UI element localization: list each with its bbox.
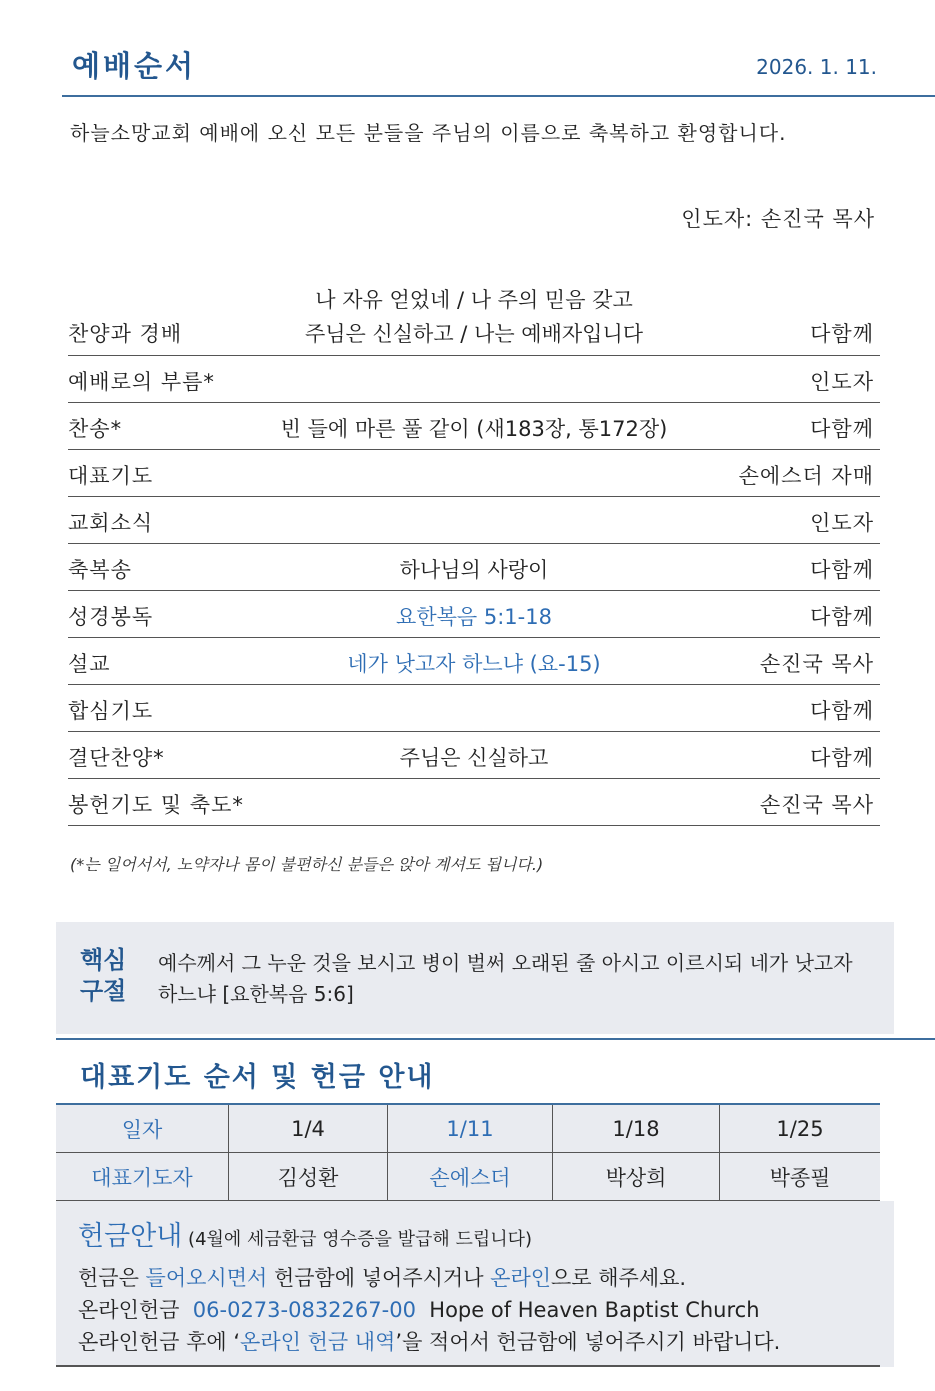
- schedule-header-date: 일자: [56, 1105, 229, 1152]
- schedule-cell: 박상희: [553, 1153, 720, 1200]
- order-row: [68, 278, 880, 356]
- order-item-name: 예배로의 부름*: [68, 370, 215, 394]
- sermon-title: 네가 낫고자 하느냐 (요-15): [347, 652, 601, 676]
- order-item-leader: 다함께: [810, 746, 874, 770]
- schedule-date-row: [56, 1105, 880, 1153]
- order-item-name: 성경봉독: [68, 605, 154, 629]
- order-row: [68, 356, 880, 403]
- order-item-leader: 다함께: [810, 558, 874, 582]
- order-item-detail: 빈 들에 마른 풀 같이 (새183장, 통172장): [280, 417, 668, 441]
- offering-text: 으로 해주세요.: [551, 1266, 687, 1290]
- order-item-song-line-1: 나 자유 얻었네 / 나 주의 믿음 갖고: [315, 288, 633, 312]
- welcome-message: 하늘소망교회 예배에 오신 모든 분들을 주님의 이름으로 축복하고 환영합니다.: [70, 121, 787, 145]
- order-item-name: 축복송: [68, 558, 132, 582]
- key-verse-text: 예수께서 그 누운 것을 보시고 병이 벌써 오래된 줄 아시고 이르시되 네가 낫고자 하느냐 [요한복음 5:6]: [158, 951, 853, 1006]
- scripture-reference: 요한복음 5:1-18: [396, 605, 552, 629]
- section-divider: [56, 1038, 935, 1040]
- order-item-name: 대표기도: [68, 464, 154, 488]
- order-item-leader: 다함께: [810, 417, 874, 441]
- order-row: [68, 732, 880, 779]
- schedule-cell: 박종필: [769, 1165, 831, 1190]
- order-item-leader: 다함께: [810, 605, 874, 629]
- offering-heading: [78, 1214, 532, 1253]
- order-row: [68, 685, 880, 732]
- schedule-cell: 1/4: [229, 1105, 388, 1152]
- order-row: [68, 497, 880, 544]
- offering-text: ’을 적어서 헌금함에 넣어주시기 바랍니다.: [395, 1330, 781, 1354]
- offering-line-1: [78, 1262, 686, 1292]
- schedule-cell: 1/25: [776, 1116, 824, 1141]
- schedule-header-person: 대표기도자: [56, 1153, 229, 1200]
- order-item-leader: 인도자: [810, 370, 874, 394]
- account-holder: Hope of Heaven Baptist Church: [415, 1298, 760, 1322]
- offering-text: 온라인헌금 후에 ‘: [78, 1330, 241, 1354]
- page-title: 예배순서: [72, 49, 197, 83]
- offering-text: 온라인헌금: [78, 1298, 193, 1322]
- offering-line-3: [78, 1326, 780, 1356]
- order-item-leader: 인도자: [810, 511, 874, 535]
- order-row: [68, 450, 880, 497]
- standing-note: (*는 일어서서, 노약자나 몸이 불편하신 분들은 앉아 계셔도 됩니다.): [70, 855, 544, 874]
- key-verse-label-line-1: 핵심: [80, 946, 127, 974]
- key-verse-label: [80, 945, 126, 1007]
- schedule-cell-current: 손에스더: [388, 1153, 553, 1200]
- schedule-person-row: [56, 1153, 880, 1200]
- offering-bottom-rule: [56, 1365, 880, 1367]
- offering-highlight: 온라인 헌금 내역: [240, 1330, 396, 1354]
- order-row: [68, 403, 880, 450]
- title-divider: [62, 95, 935, 97]
- section-title: 대표기도 순서 및 헌금 안내: [80, 1062, 435, 1093]
- offering-highlight: 온라인: [490, 1266, 552, 1290]
- order-item-name: 교회소식: [68, 511, 154, 535]
- offering-line-2: [78, 1294, 760, 1324]
- order-item-name: 합심기도: [68, 699, 154, 723]
- prayer-schedule-table: [56, 1103, 880, 1201]
- order-item-leader: 손진국 목사: [759, 652, 874, 676]
- order-item-detail: 주님은 신실하고: [399, 746, 549, 770]
- schedule-cell: 1/18: [553, 1105, 720, 1152]
- order-row: [68, 638, 880, 685]
- order-item-leader: 손에스더 자매: [738, 464, 874, 488]
- key-verse-label-line-2: 구절: [80, 977, 127, 1005]
- worship-leader: 인도자: 손진국 목사: [681, 207, 875, 231]
- worship-order-list: [68, 278, 880, 826]
- order-item-name: 설교: [68, 652, 111, 676]
- order-row: [68, 779, 880, 826]
- schedule-cell: 김성환: [229, 1153, 388, 1200]
- order-item-name: 찬송*: [68, 417, 123, 441]
- order-item-name: 찬양과 경배: [68, 322, 183, 346]
- order-item-song-line-2: 주님은 신실하고 / 나는 예배자입니다: [304, 322, 644, 346]
- offering-title: 헌금안내: [78, 1221, 183, 1252]
- service-date: 2026. 1. 11.: [756, 55, 877, 79]
- order-item-name: 봉헌기도 및 축도*: [68, 793, 244, 817]
- order-item-detail: 하나님의 사랑이: [399, 558, 549, 582]
- order-row: [68, 591, 880, 638]
- order-item-leader: 다함께: [810, 699, 874, 723]
- order-item-leader: 손진국 목사: [759, 793, 874, 817]
- offering-text: 헌금함에 넣어주시거나: [267, 1266, 491, 1290]
- order-item-name: 결단찬양*: [68, 746, 165, 770]
- offering-subtitle: (4월에 세금환급 영수증을 발급해 드립니다): [182, 1229, 533, 1250]
- order-item-leader: 다함께: [810, 322, 874, 346]
- order-row: [68, 544, 880, 591]
- bank-account-number: 06-0273-0832267-00: [192, 1298, 416, 1322]
- offering-text: 헌금은: [78, 1266, 146, 1290]
- offering-highlight: 들어오시면서: [145, 1266, 268, 1290]
- schedule-cell-current: 1/11: [388, 1105, 553, 1152]
